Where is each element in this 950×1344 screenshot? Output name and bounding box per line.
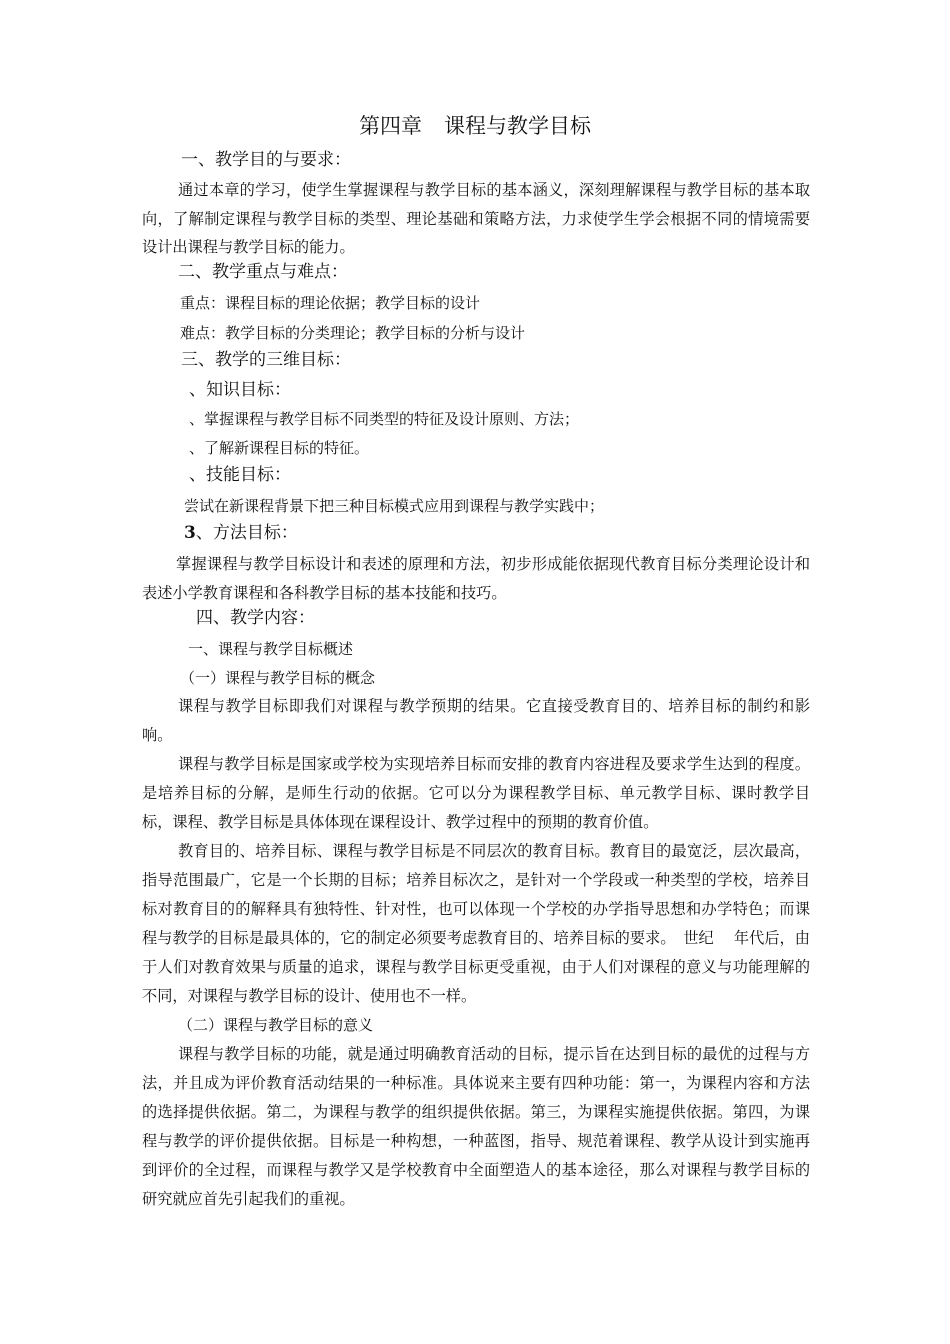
chapter-name: 课程与教学目标 bbox=[444, 114, 591, 138]
knowledge-goal-heading: 、知识目标： bbox=[189, 380, 291, 400]
subsection-1-2-heading: （二）课程与教学目标的意义 bbox=[178, 1016, 374, 1034]
section-3-heading: 三、教学的三维目标： bbox=[181, 350, 351, 370]
difficult-points: 难点：教学目标的分类理论；教学目标的分析与设计 bbox=[180, 324, 526, 342]
method-goal-label: 、方法目标： bbox=[195, 523, 298, 543]
paragraph-3: 教育目的、培养目标、课程与教学目标是不同层次的教育目标。教育目的最宽泛，层次最高，指导范围最广，它是一个长期的目标；培养目标次之，是针对一个学段或一种类型的学校，培养目标对教育目的的解释具有独特性、针对性，也可以体现一个学校的办学指导思想和办学特色；而课程与教学的目标是最具体的，它的制定必须要考虑教育目的、培养目标的要求。 世纪 年代后，由于人们对教育效果与质量的追求，课程与教学目标更受重视，由于人们对课程的意义与功能理解的不同，对课程与教学目标的设计、使用也不一样。 bbox=[142, 842, 810, 1005]
section-1-heading: 一、教学目的与要求： bbox=[181, 150, 351, 170]
section-2-heading: 二、教学重点与难点： bbox=[178, 262, 348, 282]
paragraph-1: 课程与教学目标即我们对课程与教学预期的结果。它直接受教育目的、培养目标的制约和影响。 bbox=[142, 697, 810, 744]
paragraph-4: 课程与教学目标的功能，就是通过明确教育活动的目标，提示旨在达到目标的最优的过程与方法，并且成为评价教育活动结果的一种标准。具体说来主要有四种功能：第一，为课程内容和方法的选择提供依据。第二，为课程与教学的组织提供依据。第三，为课程实施提供依据。第四，为课程与教学的评价提供依据。目标是一种构想，一种蓝图，指导、规范着课程、教学从设计到实施再到评价的全过程，而课程与教学又是学校教育中全面塑造人的基本途径，那么对课程与教学目标的研究就应首先引起我们的重视。 bbox=[142, 1045, 810, 1208]
skill-goal-heading: 、技能目标： bbox=[189, 465, 291, 485]
section-1-body: 通过本章的学习，使学生掌握课程与教学目标的基本涵义，深刻理解课程与教学目标的基本取向，了解制定课程与教学目标的类型、理论基础和策略方法，力求使学生学会根据不同的情境需要设计出课程与教学目标的能力。 bbox=[142, 181, 810, 257]
method-goal-heading bbox=[184, 521, 298, 545]
method-goal-number: 3 bbox=[184, 523, 196, 543]
subsection-1-1-heading: （一）课程与教学目标的概念 bbox=[180, 669, 376, 687]
section-4-heading: 四、教学内容： bbox=[196, 608, 315, 628]
chapter-title bbox=[0, 112, 950, 140]
method-goal-body: 掌握课程与教学目标设计和表述的原理和方法，初步形成能依据现代教育目标分类理论设计和表述小学教育课程和各科教学目标的基本技能和技巧。 bbox=[142, 555, 810, 602]
chapter-number: 第四章 bbox=[359, 114, 422, 138]
knowledge-goal-2: 、了解新课程目标的特征。 bbox=[189, 439, 370, 457]
knowledge-goal-1: 、掌握课程与教学目标不同类型的特征及设计原则、方法； bbox=[189, 410, 580, 428]
paragraph-2: 课程与教学目标是国家或学校为实现培养目标而安排的教育内容进程及要求学生达到的程度。是培养目标的分解，是师生行动的依据。它可以分为课程教学目标、单元教学目标、课时教学目标，课程、教学目标是具体体现在课程设计、教学过程中的预期的教育价值。 bbox=[142, 755, 810, 831]
skill-goal-1: 尝试在新课程背景下把三种目标模式应用到课程与教学实践中； bbox=[184, 497, 605, 515]
subsection-1-heading: 一、课程与教学目标概述 bbox=[188, 640, 354, 658]
key-points: 重点：课程目标的理论依据；教学目标的设计 bbox=[180, 294, 481, 312]
